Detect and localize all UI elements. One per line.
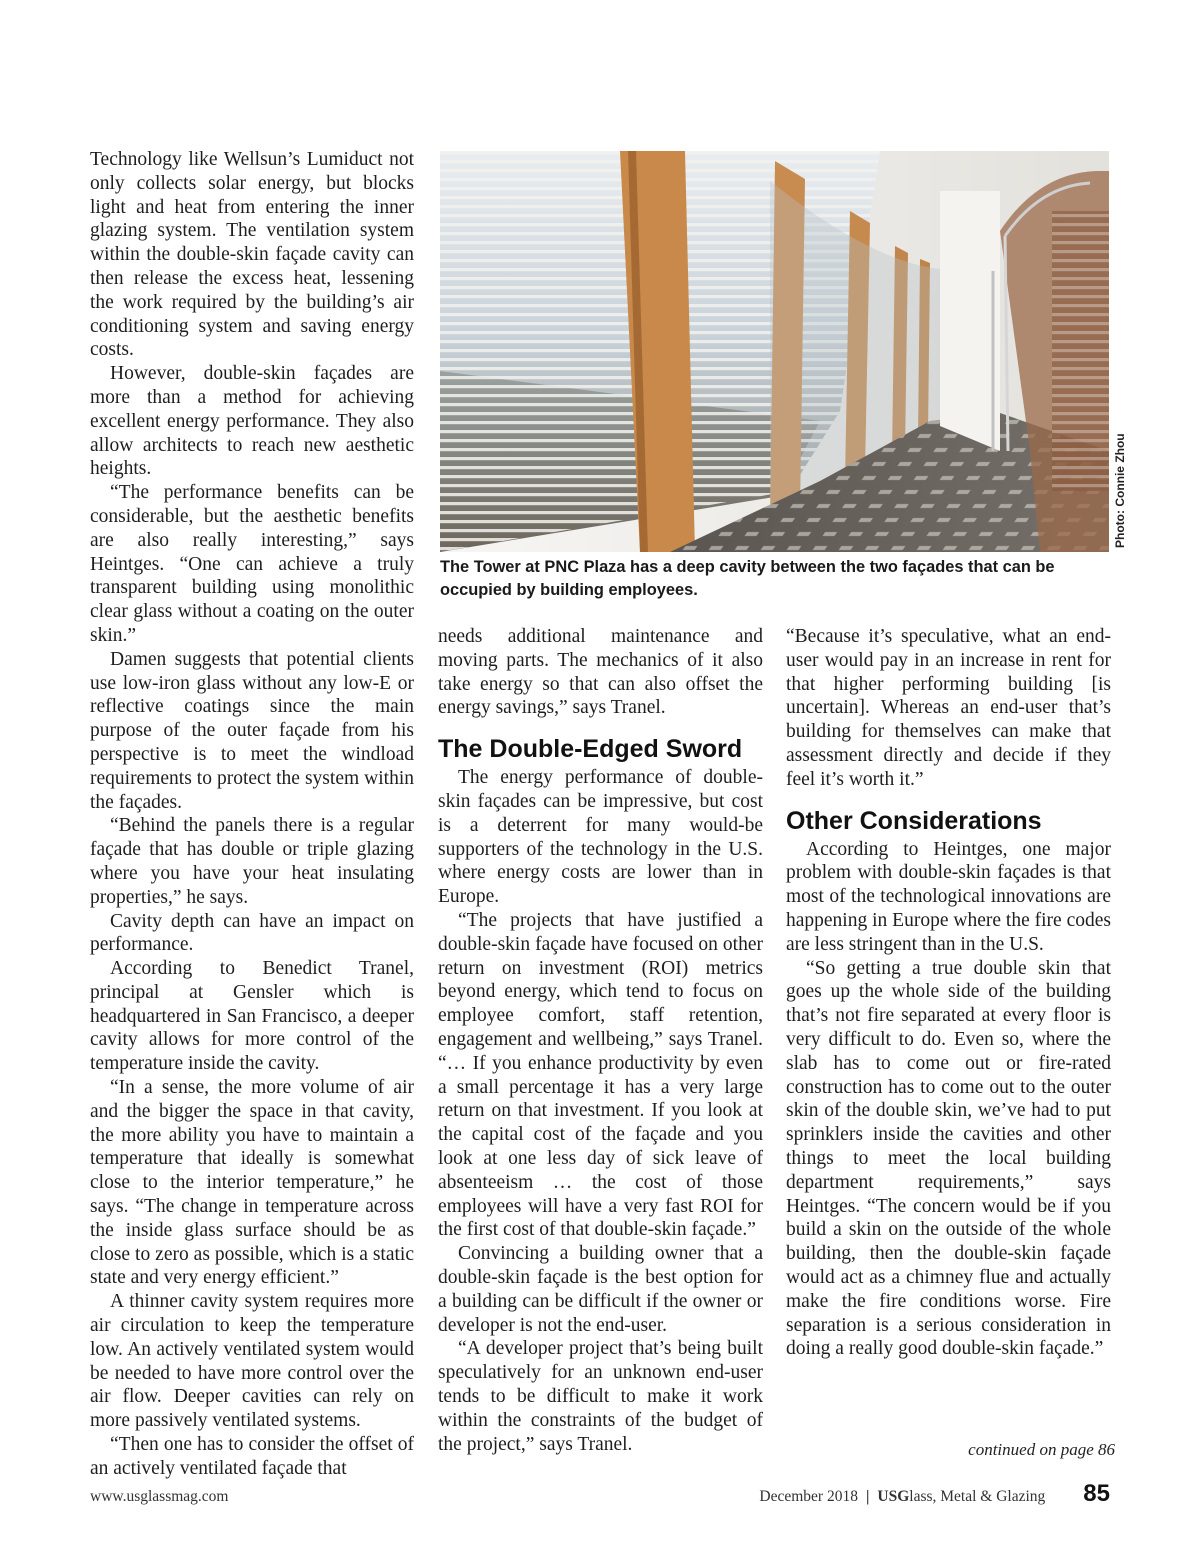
paragraph: However, double-skin façades are more than a method for achieving excellent energy performance. They also allow architects to reach new aesthetic heights. <box>90 363 414 480</box>
section-heading: Other Considerations <box>786 806 1042 835</box>
page-number: 85 <box>1083 1480 1110 1507</box>
paragraph: “The projects that have justified a double-skin façade have focused on other return on investment (ROI) metrics beyond energy, which tend to focus on employee comfort, staff retention, engagement and wellbeing,” says Tranel. “… If you enhance productivity by even a small percentage it has a very large return on that investment. If you look at the capital cost of the façade and you look at one less day of sick leave of absenteeism … the cost of those employees will have a very fast ROI for the first cost of that double-skin façade.” <box>438 909 763 1241</box>
paragraph: Convincing a building owner that a double-skin façade is the best option for a building can be difficult if the owner or developer is not the end-user. <box>438 1243 763 1336</box>
continued-note: continued on page 86 <box>968 1440 1115 1459</box>
photo-credit <box>1113 433 1131 568</box>
paragraph: “The performance benefits can be considerable, but the aesthetic benefits are also really interesting,” says Heintges. “One can achieve a truly transparent building using monolithic clear glass without a coating on the outer skin.” <box>90 482 414 646</box>
footer-publication <box>759 1480 1110 1508</box>
footer-separator: | <box>865 1488 870 1505</box>
footer-url: www.usglassmag.com <box>90 1488 229 1505</box>
paragraph: “Because it’s speculative, what an end-user would pay in an increase in rent for that higher performing building [is uncertain]. Whereas an end-user that’s building for themselves can make that assessment directly and decide if they feel it’s worth it.” <box>786 626 1111 790</box>
tower-interior-photo <box>440 151 1109 552</box>
paragraph: According to Heintges, one major problem with double-skin façades is that most of the technological innovations are happening in Europe where the fire codes are less stringent than in the U.S. <box>786 838 1111 955</box>
footer-brand <box>877 1488 1045 1506</box>
paragraph: Technology like Wellsun’s Lumiduct not only collects solar energy, but blocks light and heat from entering the inner glazing system. The ventilation system within the double-skin façade cavity can then release the excess heat, lessening the work required by the building’s air conditioning system and saving energy costs. <box>90 149 414 361</box>
footer-brand-bold: USG <box>877 1488 910 1505</box>
photo-credit-text: Photo: Connie Zhou <box>1113 433 1127 548</box>
paragraph: Damen suggests that potential clients use low-iron glass without any low-E or reflective coatings since the main purpose of the outer façade from his perspective is to meet the windload requirements to protect the system within the façades. <box>90 648 414 813</box>
paragraph: A thinner cavity system requires more air circulation to keep the temperature low. An actively ventilated system would be needed to have more control over the air flow. Deeper cavities can rely on more passively ventilated systems. <box>90 1291 414 1432</box>
paragraph: “In a sense, the more volume of air and the bigger the space in that cavity, the more ability you have to maintain a temperature that ideally is somewhat close to the interior temperature,” he says. “The change in temperature across the inside glass surface should be as close to zero as possible, which is a static state and very energy efficient.” <box>90 1077 414 1289</box>
paragraph: “A developer project that’s being built speculatively for an unknown end-user tends to be difficult to make it work within the constraints of the budget of the project,” says Tranel. <box>438 1338 763 1455</box>
body-column-2 <box>438 625 763 1456</box>
paragraph: “Then one has to consider the offset of an actively ventilated façade that <box>90 1434 414 1479</box>
footer-brand-rest: lass, Metal & Glazing <box>909 1488 1046 1505</box>
paragraph: “So getting a true double skin that goes up the whole side of the building that’s not fire separated at every floor is very difficult to do. Even so, where the slab has to come out or fire-rated construction has to come out to the outer skin of the double skin, we’ve had to put sprinklers inside the cavities and other things to meet the local building department requirements,” says Heintges. “The concern would be if you build a skin on the outside of the whole building, then the double-skin façade would act as a chimney flue and actually make the fire conditions worse. Fire separation is a serious consideration in doing a really good double-skin façade.” <box>786 957 1111 1360</box>
section-heading: The Double-Edged Sword <box>438 735 743 764</box>
photo-caption: The Tower at PNC Plaza has a deep cavity between the two façades that can be occupied by building employees. <box>440 558 1055 599</box>
paragraph: “Behind the panels there is a regular façade that has double or triple glazing where you have your heat insulating properties,” he says. <box>90 815 414 908</box>
article-photo <box>440 151 1109 552</box>
paragraph: needs additional maintenance and moving parts. The mechanics of it also take energy so that can also offset the energy savings,” says Tranel. <box>438 626 763 719</box>
paragraph: Cavity depth can have an impact on performance. <box>90 910 414 956</box>
footer-date: December 2018 <box>759 1488 858 1505</box>
body-column-3 <box>786 625 1111 1361</box>
body-column-1 <box>90 148 414 1481</box>
paragraph: The energy performance of double-skin façades can be impressive, but cost is a deterrent for many would-be supporters of the technology in the U.S. where energy costs are lower than in Europe. <box>438 767 763 908</box>
paragraph: According to Benedict Tranel, principal at Gensler which is headquartered in San Francisco, a deeper cavity allows for more control of the temperature inside the cavity. <box>90 958 414 1075</box>
